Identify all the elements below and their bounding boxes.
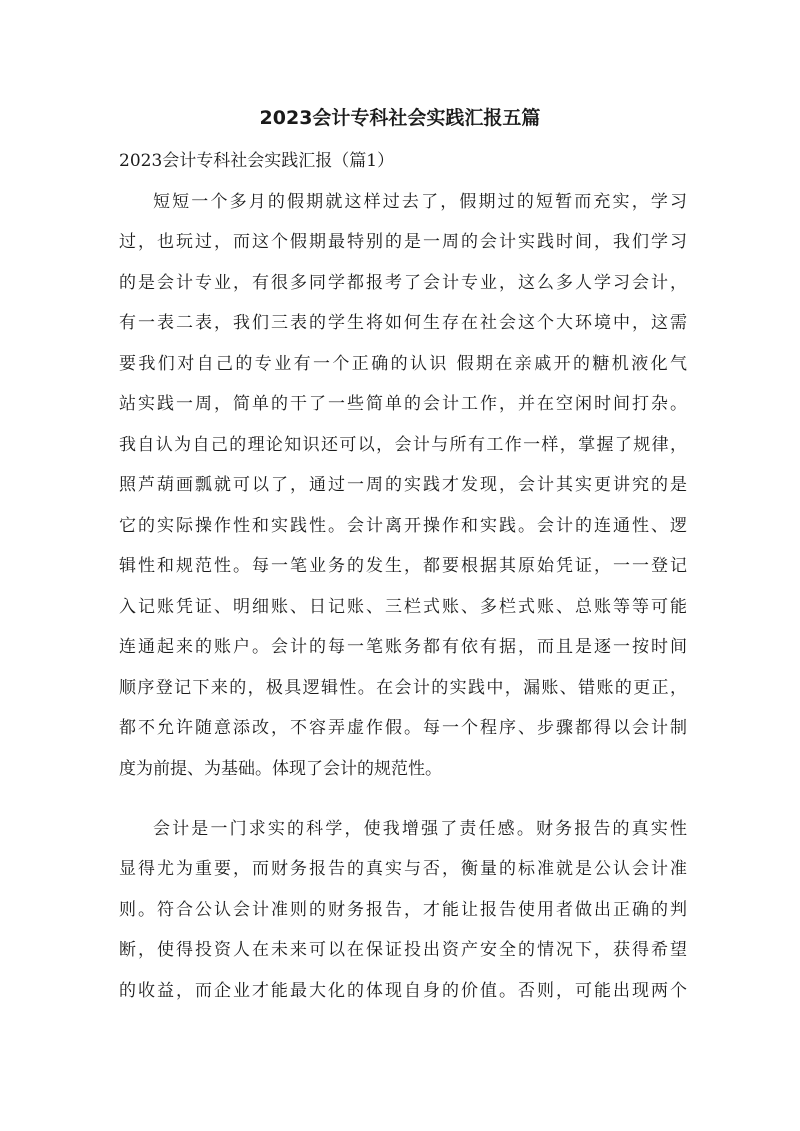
document-title: 2023会计专科社会实践汇报五篇 [259, 107, 541, 129]
paragraph-1-line-4: 有一表二表，我们三表的学生将如何生存在社会这个大环境中，这需 [119, 313, 687, 333]
paragraph-1-line-11: 入记账凭证、明细账、日记账、三栏式账、多栏式账、总账等等可能 [119, 597, 687, 617]
paragraph-1-line-14: 都不允许随意添改，不容弄虚作假。每一个程序、步骤都得以会计制 [119, 718, 687, 738]
paragraph-1-line-9: 它的实际操作性和实践性。会计离开操作和实践。会计的连通性、逻 [119, 516, 687, 536]
paragraph-1-line-10: 辑性和规范性。每一笔业务的发生，都要根据其原始凭证，一一登记 [119, 556, 687, 576]
paragraph-1-line-7: 我自认为自己的理论知识还可以，会计与所有工作一样，掌握了规律， [119, 435, 687, 455]
paragraph-2-line-1: 会计是一门求实的科学，使我增强了责任感。财务报告的真实性 [153, 819, 687, 839]
paragraph-2-line-4: 断，使得投资人在未来可以在保证投出资产安全的情况下，获得希望 [119, 940, 687, 960]
paragraph-2-line-3: 则。符合公认会计准则的财务报告，才能让报告使用者做出正确的判 [119, 900, 687, 920]
paragraph-2-line-5: 的收益，而企业才能最大化的体现自身的价值。否则，可能出现两个 [119, 981, 687, 1001]
paragraph-2-line-2: 显得尤为重要，而财务报告的真实与否，衡量的标准就是公认会计准 [119, 859, 687, 879]
paragraph-1-line-15: 度为前提、为基础。体现了会计的规范性。 [119, 759, 442, 779]
paragraph-1-line-1: 短短一个多月的假期就这样过去了，假期过的短暂而充实，学习 [153, 192, 687, 212]
paragraph-1-line-3: 的是会计专业，有很多同学都报考了会计专业，这么多人学习会计， [119, 273, 687, 293]
section-heading: 2023会计专科社会实践汇报（篇1） [119, 151, 395, 171]
paragraph-1-line-2: 过，也玩过，而这个假期最特别的是一周的会计实践时间，我们学习 [119, 232, 687, 252]
paragraph-1-line-8: 照芦葫画瓢就可以了，通过一周的实践才发现，会计其实更讲究的是 [119, 475, 687, 495]
paragraph-1-line-6: 站实践一周，简单的干了一些简单的会计工作，并在空闲时间打杂。 [119, 394, 687, 414]
paragraph-1-line-12: 连通起来的账户。会计的每一笔账务都有依有据，而且是逐一按时间 [119, 637, 687, 657]
paragraph-1-line-5: 要我们对自己的专业有一个正确的认识 假期在亲戚开的糖机液化气 [119, 354, 687, 374]
paragraph-1-line-13: 顺序登记下来的，极具逻辑性。在会计的实践中，漏账、错账的更正， [119, 678, 687, 698]
